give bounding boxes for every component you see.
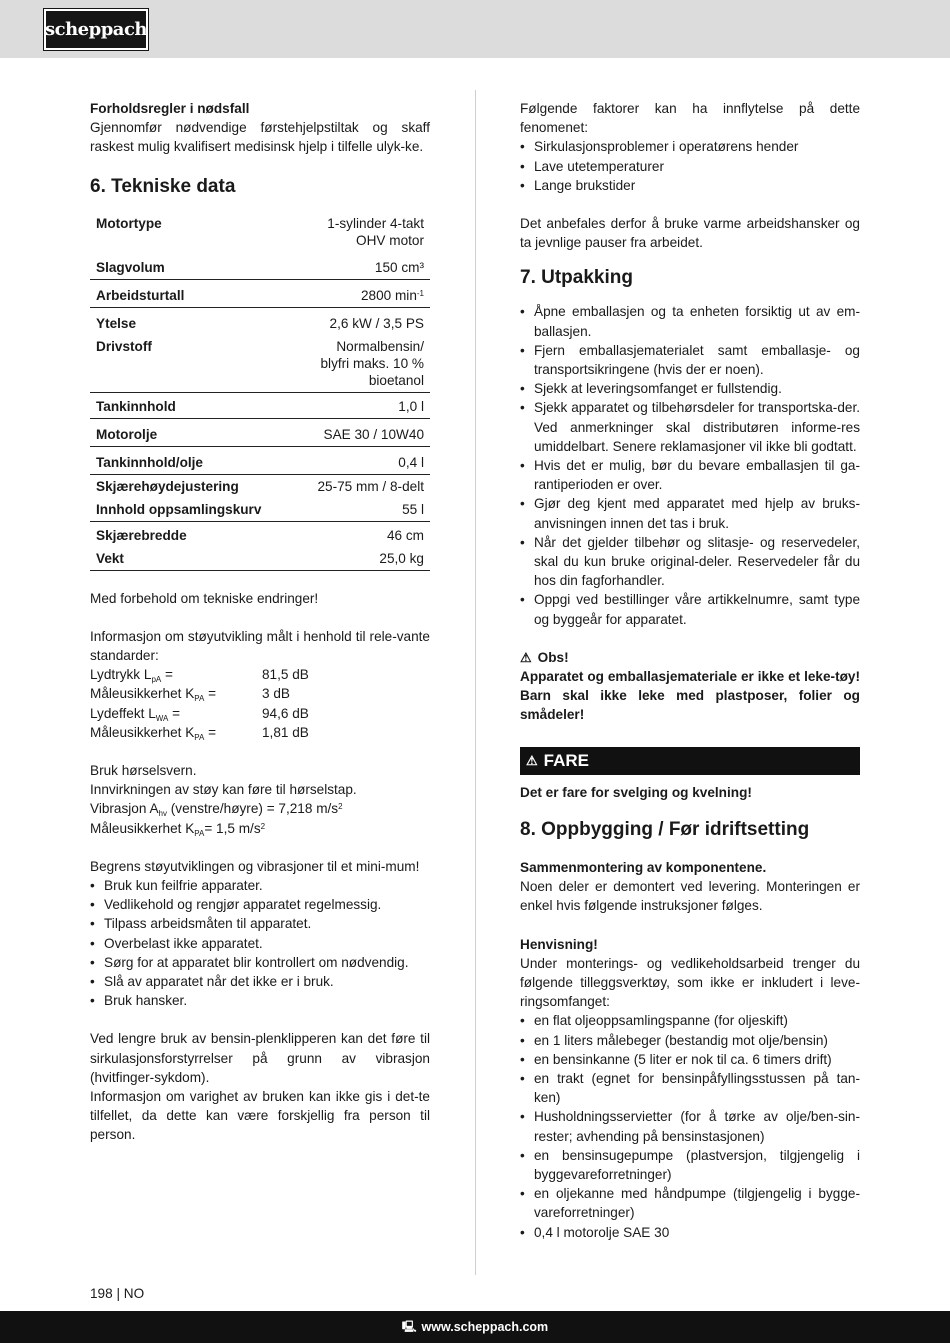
list-item: • Husholdningsservietter (for å tørke av olje/ben-sin-rester; avhending på bensinstasjonen)	[520, 1107, 860, 1145]
section-6-title: 6. Tekniske data	[90, 175, 236, 197]
emergency-heading: Forholdsregler i nødsfall	[90, 101, 250, 116]
factors-intro: Følgende faktorer kan ha innflytelse på dette fenomenet:	[520, 101, 860, 136]
hearing-loss: Innvirkningen av støy kan føre til hørselstap.	[90, 782, 357, 798]
recommendation-text: Det anbefales derfor å bruke varme arbeidshansker og ta jevnlige pauser fra arbeidet.	[520, 216, 860, 251]
long-use-text: Ved lengre bruk av bensin-plenklipperen kan det føre til sirkulasjonsforstyrrelser på grunn av vibrasjon (hvitfinger-sykdom).	[90, 1031, 430, 1085]
spec-row	[90, 547, 430, 571]
spec-row	[90, 284, 430, 308]
spec-key: Slagvolum	[90, 256, 278, 280]
list-item: • Sjekk at leveringsomfanget er fullstendig.	[520, 379, 860, 398]
spec-key: Tankinnhold	[90, 395, 278, 419]
noise-intro: Informasjon om støyutvikling målt i henhold til rele-vante standarder:	[90, 628, 430, 664]
spec-key: Skjærebredde	[96, 527, 187, 543]
spec-row	[90, 395, 430, 419]
list-item: • Lange brukstider	[520, 176, 860, 195]
danger-text: Det er fare for svelging og kvelning!	[520, 784, 752, 800]
list-item: • Gjør deg kjent med apparatet med hjelp av bruks-anvisningen innen det tas i bruk.	[520, 494, 860, 532]
list-item: • Tilpass arbeidsmåten til apparatet.	[90, 914, 430, 933]
limit-intro: Begrens støyutviklingen og vibrasjoner til et mini-mum!	[90, 858, 420, 874]
list-item: • Sørg for at apparatet blir kontrollert om nødvendig.	[90, 953, 430, 972]
list-item: • Fjern emballasjematerialet samt emballasje- og transportsikringene (hvis der er noen).	[520, 341, 860, 379]
list-item: • 0,4 l motorolje SAE 30	[520, 1223, 860, 1242]
spec-value: Normalbensin/ blyfri maks. 10 % bioetanol	[278, 335, 430, 393]
spec-value: SAE 30 / 10W40	[278, 423, 430, 447]
note-text: Under monterings- og vedlikeholdsarbeid trenger du følgende tilleggsverktøy, som ikke er inkludert i leve-ringsomfanget:	[520, 955, 860, 1010]
spec-row	[90, 474, 430, 498]
duration-text: Informasjon om varighet av bruken kan ikke gis i det-te tilfellet, da dette kan være forskjellig fra person til person.	[90, 1089, 430, 1143]
obs-text: Apparatet og emballasjemateriale er ikke et leke-tøy! Barn skal ikke leke med plastposer, folier og smådeler!	[520, 669, 860, 723]
spec-value: 25-75 mm / 8-delt	[317, 478, 424, 494]
spec-value: 0,4 l	[278, 451, 430, 475]
column-divider	[475, 90, 476, 1275]
section-7-title: 7. Utpakking	[520, 267, 633, 289]
spec-key: Skjærehøydejustering	[96, 478, 239, 494]
page-header	[0, 0, 950, 58]
list-item: • Bruk hansker.	[90, 991, 430, 1010]
monitor-icon: 🖳	[401, 1320, 417, 1333]
list-item: • en bensinkanne (5 liter er nok til ca. 6 timers drift)	[520, 1050, 860, 1069]
list-item: • en trakt (egnet for bensinpåfyllingsstussen på tan-ken)	[520, 1069, 860, 1107]
list-item: • Overbelast ikke apparatet.	[90, 934, 430, 953]
spec-key: Arbeidsturtall	[90, 284, 278, 308]
assembly-text: Noen deler er demontert ved levering. Monteringen er enkel hvis følgende instruksjoner følges.	[520, 879, 860, 914]
list-item: • Når det gjelder tilbehør og slitasje- og reservedeler, skal du kun bruke original-deler. Reservedeler får du hos din fagforhandler.	[520, 533, 860, 591]
noise-row: Måleusikkerhet $K_{PA}$ = 3 dB	[90, 686, 290, 704]
hearing-protection: Bruk hørselsvern.	[90, 763, 197, 779]
emergency-text: Gjennomfør nødvendige førstehjelpstiltak og skaff raskest mulig kvalifisert medisinsk hjelp i tilfelle ulyk-ke.	[90, 120, 430, 155]
warning-icon: ⚠	[520, 649, 532, 665]
spec-row	[90, 423, 430, 447]
right-column	[520, 99, 860, 1242]
tools-list	[520, 1011, 860, 1241]
spec-table	[90, 212, 430, 571]
list-item: • Åpne emballasjen og ta enheten forsiktig ut av em-ballasjen.	[520, 302, 860, 340]
page-footer	[0, 1311, 950, 1343]
spec-key: Drivstoff	[90, 335, 278, 393]
website-link[interactable]: www.scheppach.com	[421, 1320, 549, 1334]
reservation-text: Med forbehold om tekniske endringer!	[90, 590, 319, 606]
danger-banner: ⚠ FARE	[520, 747, 860, 775]
list-item: • Lave utetemperaturer	[520, 157, 860, 176]
spec-row	[90, 524, 430, 547]
spec-key: Motorolje	[90, 423, 278, 447]
note-heading: Henvisning!	[520, 936, 598, 952]
obs-heading: ⚠ Obs!	[520, 648, 860, 667]
spec-key: Innhold oppsamlingskurv	[90, 498, 278, 522]
spec-value: 55 l	[278, 498, 430, 522]
section-8-title: 8. Oppbygging / Før idriftsetting	[520, 818, 810, 840]
spec-value: 150 cm³	[278, 256, 430, 280]
list-item: • en oljekanne med håndpumpe (tilgjengelig i bygge-vareforretninger)	[520, 1184, 860, 1222]
list-item: • Hvis det er mulig, bør du bevare emballasjen til ga-rantiperioden er over.	[520, 456, 860, 494]
noise-row: Lydeffekt $L_{WA}$ = 94,6 dB	[90, 705, 309, 723]
list-item: • en flat oljeoppsamlingspanne (for oljeskift)	[520, 1011, 860, 1030]
limit-list	[90, 876, 430, 1010]
factors-list	[520, 137, 860, 195]
assembly-heading: Sammenmontering av komponentene.	[520, 859, 767, 875]
list-item: • en bensinsugepumpe (plastversjon, tilgjengelig i byggevareforretninger)	[520, 1146, 860, 1184]
scheppach-logo: scheppach	[44, 9, 148, 50]
vibration-value: Vibrasjon $A_{hv}$ (venstre/høyre) = 7,218 $m/s^2$	[90, 801, 343, 819]
spec-key: Motortype	[96, 215, 162, 231]
page-number: 198 | NO	[90, 1286, 145, 1301]
spec-key: Tankinnhold/olje	[90, 451, 278, 475]
spec-value: 1,0 l	[278, 395, 430, 419]
spec-row	[90, 256, 430, 280]
spec-value: 2800 $\min^{-1}$	[278, 284, 430, 308]
spec-key: Vekt	[90, 547, 278, 571]
noise-row: Måleusikkerhet $K_{PA}$ = 1,81 dB	[90, 724, 309, 742]
spec-value: 1-sylinder 4-takt OHV motor	[327, 215, 424, 248]
spec-key: Ytelse	[96, 315, 137, 331]
spec-row	[90, 451, 430, 475]
list-item: • en 1 liters målebeger (bestandig mot olje/bensin)	[520, 1031, 860, 1050]
spec-row	[90, 335, 430, 393]
list-item: • Sjekk apparatet og tilbehørsdeler for transportska-der. Ved anmerkninger skal distributøren informe-res umiddelbart. Senere reklamasjoner vil ikke bli godtatt.	[520, 398, 860, 456]
list-item: • Bruk kun feilfrie apparater.	[90, 876, 430, 895]
list-item: • Slå av apparatet når det ikke er i bruk.	[90, 972, 430, 991]
list-item: • Sirkulasjonsproblemer i operatørens hender	[520, 137, 860, 156]
unpack-list	[520, 302, 860, 628]
spec-row	[90, 312, 430, 335]
spec-value: 25,0 kg	[278, 547, 430, 571]
left-column	[90, 99, 430, 1145]
warning-icon: ⚠	[526, 753, 538, 769]
list-item: • Oppgi ved bestillinger våre artikkelnumre, samt type og byggeår for apparatet.	[520, 590, 860, 628]
noise-table	[90, 665, 309, 742]
spec-value: 46 cm	[386, 527, 424, 543]
vibration-uncertainty: Måleusikkerhet $K_{PA}= 1,5$ $m/s^2$	[90, 820, 266, 838]
spec-row	[90, 212, 430, 256]
list-item: • Vedlikehold og rengjør apparatet regelmessig.	[90, 895, 430, 914]
spec-value: 2,6 kW / 3,5 PS	[329, 315, 424, 331]
noise-row: Lydtrykk $L_{pA}$ = 81,5 dB	[90, 667, 309, 685]
spec-row	[90, 498, 430, 522]
